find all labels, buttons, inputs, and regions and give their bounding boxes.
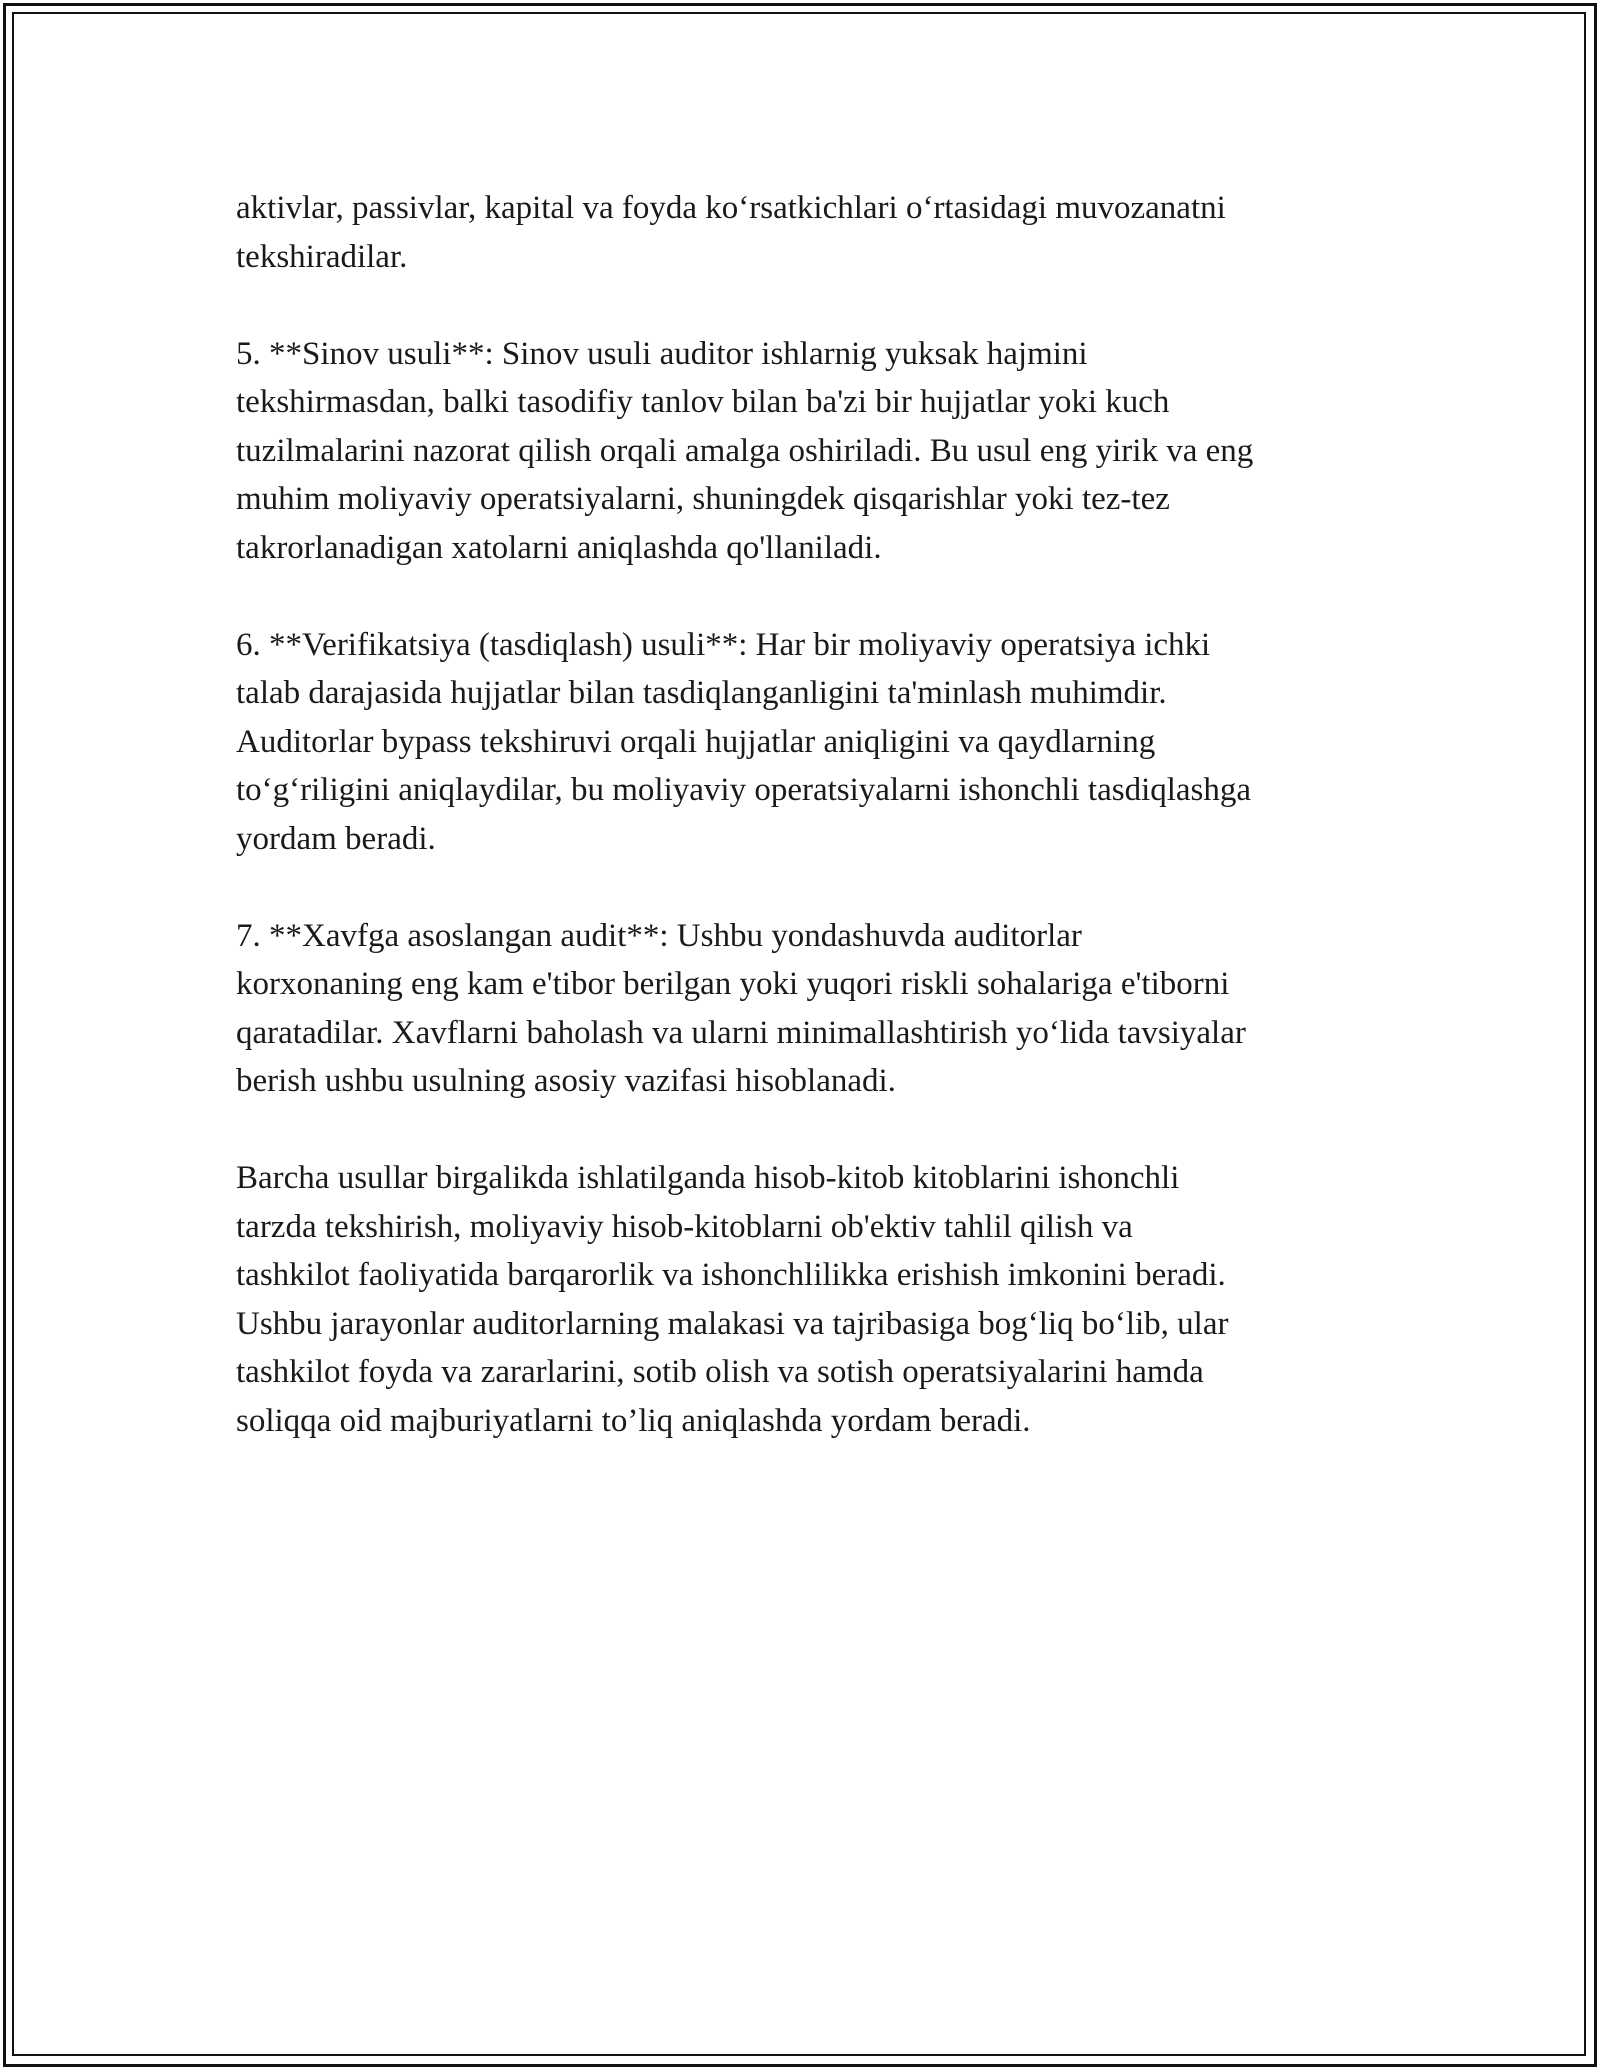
paragraph-method-6: 6. **Verifikatsiya (tasdiqlash) usuli**: Har bir moliyaviy operatsiya ichki talab darajasida hujjatlar bilan tasdiqlanganligini ta'minlash muhimdir. Auditorlar bypass tekshiruvi orqali hujjatlar aniqligini va qaydlarning to‘g‘riligini aniqlaydilar, bu moliyaviy operatsiyalarni ishonchli tasdiqlashga yordam beradi. xyxy=(236,626,1252,857)
paragraph-conclusion: Barcha usullar birgalikda ishlatilganda hisob-kitob kitoblarini ishonchli tarzda tekshirish, moliyaviy hisob-kitoblarni ob'ektiv tahlil qilish va tashkilot faoliyatida barqarorlik va ishonchlilikka erishish imkonini beradi. Ushbu jarayonlar auditorlarning malakasi va tajribasiga bog‘liq bo‘lib, ular tashkilot foyda va zararlarini, sotib olish va sotish operatsiyalarini hamda soliqqa oid majburiyatlarni to’liq aniqlashda yordam beradi. xyxy=(236,1160,1229,1439)
paragraph-continuation: aktivlar, passivlar, kapital va foyda ko‘rsatkichlari o‘rtasidagi muvozanatni tekshiradilar. xyxy=(236,190,1226,275)
document-body xyxy=(236,184,1386,1494)
paragraph-method-5: 5. **Sinov usuli**: Sinov usuli auditor ishlarnig yuksak hajmini tekshirmasdan, balki tasodifiy tanlov bilan ba'zi bir hujjatlar yoki kuch tuzilmalarini nazorat qilish orqali amalga oshiriladi. Bu usul eng yirik va eng muhim moliyaviy operatsiyalarni, shuningdek qisqarishlar yoki tez-tez takrorlanadigan xatolarni aniqlashda qo'llaniladi. xyxy=(236,335,1254,566)
paragraph-method-7: 7. **Xavfga asoslangan audit**: Ushbu yondashuvda auditorlar korxonaning eng kam e'tibor berilgan yoki yuqori riskli sohalariga e'tiborni qaratadilar. Xavflarni baholash va ularni minimallashtirish yo‘lida tavsiyalar berish ushbu usulning asosiy vazifasi hisoblanadi. xyxy=(236,917,1246,1099)
